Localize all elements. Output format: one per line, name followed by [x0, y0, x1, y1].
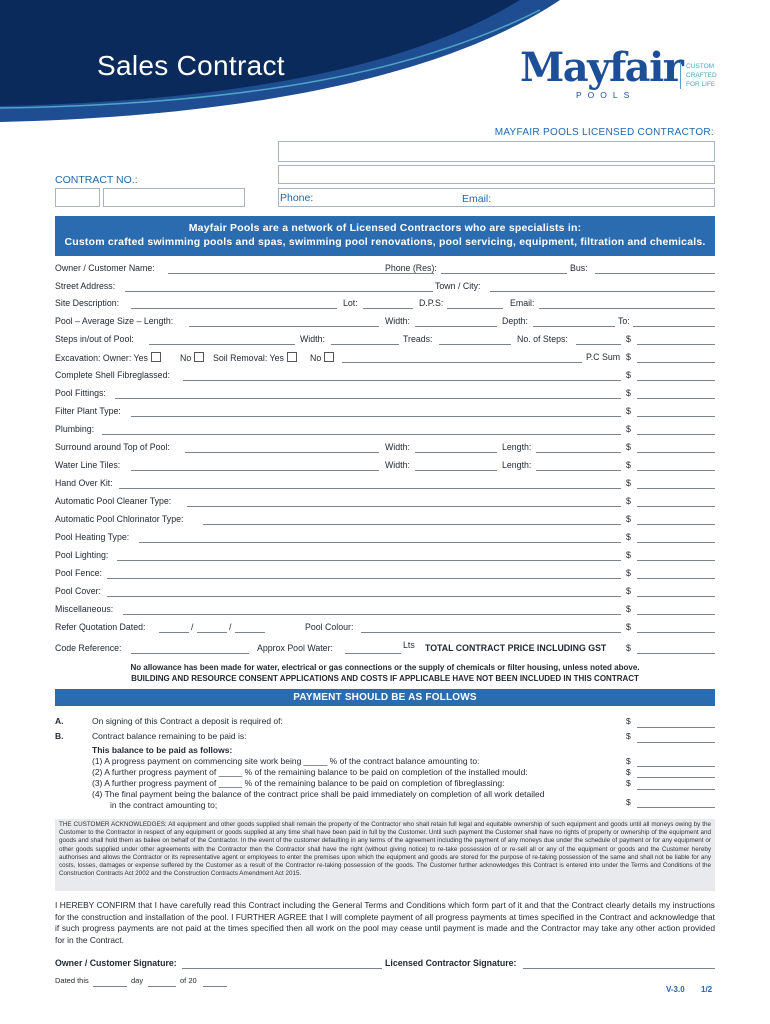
day-label: day	[131, 976, 144, 985]
town-input[interactable]	[490, 291, 715, 292]
cover-label: Pool Cover:	[55, 586, 101, 596]
email-label: Email:	[462, 193, 492, 205]
site-input[interactable]	[131, 308, 337, 309]
soil-no-text: No	[310, 353, 322, 363]
colour-price-input[interactable]	[637, 632, 715, 633]
plumbing-input[interactable]	[102, 434, 621, 435]
excavation-no-checkbox[interactable]	[194, 352, 204, 362]
surround-width-input[interactable]	[415, 452, 497, 453]
dated-month-input[interactable]	[148, 986, 176, 987]
balance-title: This balance to be paid as follows:	[92, 745, 233, 755]
street-input[interactable]	[125, 291, 433, 292]
row-excavation	[55, 352, 715, 366]
row-owner	[55, 263, 715, 277]
excavation-notes-input[interactable]	[342, 362, 582, 363]
waterline-price-input[interactable]	[637, 470, 715, 471]
dollar-sign: $	[626, 514, 631, 524]
row-surround	[55, 442, 715, 456]
chlorinator-label: Automatic Pool Chlorinator Type:	[55, 514, 184, 524]
bus-input[interactable]	[595, 273, 715, 274]
dollar-sign: $	[626, 352, 631, 362]
colour-input[interactable]	[361, 632, 621, 633]
logo-subtext: POOLS	[576, 90, 636, 100]
fence-input[interactable]	[107, 578, 621, 579]
licensed-contractor-label: MAYFAIR POOLS LICENSED CONTRACTOR:	[494, 127, 714, 138]
shell-input[interactable]	[183, 380, 621, 381]
cleaner-input[interactable]	[187, 506, 621, 507]
total-price-input[interactable]	[637, 653, 715, 654]
payment-a-text: On signing of this Contract a deposit is required of:	[92, 716, 283, 726]
filter-label: Filter Plant Type:	[55, 406, 121, 416]
steps-price-input[interactable]	[637, 344, 715, 345]
soil-label	[213, 352, 297, 363]
dollar-sign: $	[626, 568, 631, 578]
heating-input[interactable]	[139, 542, 621, 543]
width-label: Width:	[385, 316, 410, 326]
water-input[interactable]	[345, 653, 401, 654]
soil-no-checkbox[interactable]	[324, 352, 334, 362]
payment-2-input[interactable]	[637, 777, 715, 778]
page-title: Sales Contract	[97, 50, 285, 81]
misc-label: Miscellaneous:	[55, 604, 114, 614]
dollar-sign: $	[626, 424, 631, 434]
dollar-sign: $	[626, 388, 631, 398]
steps-input[interactable]	[149, 344, 295, 345]
dollar-sign: $	[626, 778, 631, 788]
handover-price-input[interactable]	[637, 488, 715, 489]
row-chlorinator	[55, 514, 715, 528]
dollar-sign: $	[626, 532, 631, 542]
dated-label: Dated this	[55, 976, 89, 985]
no-steps-label: No. of Steps:	[517, 334, 568, 344]
row-site	[55, 298, 715, 312]
dollar-sign: $	[626, 767, 631, 777]
contractor-address-field[interactable]	[278, 165, 715, 184]
surround-input[interactable]	[185, 452, 379, 453]
fittings-label: Pool Fittings:	[55, 388, 106, 398]
excavation-no-label	[180, 352, 204, 363]
quotation-label: Refer Quotation Dated:	[55, 622, 146, 632]
owner-signature-input[interactable]	[182, 968, 382, 969]
owner-signature-label: Owner / Customer Signature:	[55, 958, 177, 968]
deposit-input[interactable]	[637, 727, 715, 728]
lot-label: Lot:	[343, 298, 358, 308]
shell-label: Complete Shell Fibreglassed:	[55, 370, 170, 380]
dollar-sign: $	[626, 370, 631, 380]
payment-b-letter: B.	[55, 731, 64, 741]
misc-price-input[interactable]	[637, 614, 715, 615]
fittings-price-input[interactable]	[637, 398, 715, 399]
tagline-line: FOR LIFE	[686, 81, 716, 88]
dollar-sign: $	[626, 586, 631, 596]
customer-acknowledgement: THE CUSTOMER ACKNOWLEDGES: All equipment and other goods supplied shall remain the property of the Contractor who shall retain full legal and equitable ownership of such equipment and goods until all moneys owing by the Customer to the Contractor in respect of any equipment or goods supplied at any time shall have been paid in full by the Customer. Until such payment the Customer shall have no rights of property or ownership of the equipment and goods and shall hold them as bailee on behalf of the Contractor. In the event of the customer defaulting in any terms of the agreement including the payment of any moneys due under the schedule of payment or for any equipment or other goods supplied under other agreements with the Contractor then the Contractor shall have the right (without giving notice) to re-take possession of or re-sell all or any of the equipment or goods and the Customer hereby authorises and allows the Contractor or its representative agent or employees to enter the premises upon which the equipment and goods are stored for the purpose of re-taking possession of the same and shall not be liable for any costs, losses, damages or expense suffered by the Customer as a result of the Contractor re-taking possession of the goods. The Customer further acknowledges this Contract is entered into under the Terms and Conditions of the Construction Contracts Act 2002 and the Construction Contracts Amendment Act 2015.	[55, 819, 715, 891]
pool-depth-input[interactable]	[533, 326, 615, 327]
banner-line-2: Custom crafted swimming pools and spas, swimming pool renovations, pool servicing, equipment, filtration and chemicals.	[64, 236, 706, 248]
bus-label: Bus:	[570, 263, 588, 273]
pool-length-input[interactable]	[189, 326, 379, 327]
owner-label: Owner / Customer Name:	[55, 263, 155, 273]
payment-heading: PAYMENT SHOULD BE AS FOLLOWS	[55, 689, 715, 706]
steps-width-input[interactable]	[331, 344, 399, 345]
row-street	[55, 281, 715, 295]
steps-width-label: Width:	[300, 334, 325, 344]
row-filter	[55, 406, 715, 420]
shell-price-input[interactable]	[637, 380, 715, 381]
dollar-sign: $	[626, 460, 631, 470]
row-dated	[55, 976, 715, 990]
site-label: Site Description:	[55, 298, 120, 308]
fittings-input[interactable]	[115, 398, 621, 399]
cleaner-price-input[interactable]	[637, 506, 715, 507]
waterline-width-label: Width:	[385, 460, 410, 470]
misc-input[interactable]	[123, 614, 621, 615]
surround-label: Surround around Top of Pool:	[55, 442, 170, 452]
contractor-signature-input[interactable]	[523, 968, 715, 969]
water-label: Approx Pool Water:	[257, 643, 333, 653]
excavation-yes-label: Excavation: Owner: Yes	[55, 353, 148, 363]
dollar-sign: $	[626, 731, 631, 741]
dollar-sign: $	[626, 550, 631, 560]
plumbing-price-input[interactable]	[637, 434, 715, 435]
lighting-input[interactable]	[117, 560, 621, 561]
row-cover	[55, 586, 715, 600]
row-plumbing	[55, 424, 715, 438]
payment-b-text: Contract balance remaining to be paid is:	[92, 731, 247, 741]
dollar-sign: $	[626, 604, 631, 614]
phone-input[interactable]	[318, 191, 460, 205]
pool-depth-to-input[interactable]	[633, 326, 715, 327]
excavation-yes-checkbox[interactable]	[151, 352, 161, 362]
colour-label: Pool Colour:	[305, 622, 354, 632]
contractor-name-field[interactable]	[278, 141, 715, 162]
contract-no-label: CONTRACT NO.:	[55, 174, 138, 186]
row-misc	[55, 604, 715, 618]
dps-input[interactable]	[447, 308, 503, 309]
dps-label: D.P.S:	[419, 298, 444, 308]
row-pool-size	[55, 316, 715, 330]
balance-input[interactable]	[637, 742, 715, 743]
dollar-sign: $	[626, 797, 631, 807]
town-label: Town / City:	[435, 281, 481, 291]
dollar-sign: $	[626, 442, 631, 452]
filter-price-input[interactable]	[637, 416, 715, 417]
to-label: To:	[618, 316, 630, 326]
dollar-sign: $	[626, 716, 631, 726]
dollar-sign: $	[626, 756, 631, 766]
owner-input[interactable]	[168, 273, 434, 274]
fence-label: Pool Fence:	[55, 568, 102, 578]
tagline-line: CUSTOM	[686, 63, 715, 70]
of20-label: of 20	[180, 976, 197, 985]
steps-label: Steps in/out of Pool:	[55, 334, 134, 344]
street-label: Street Address:	[55, 281, 116, 291]
row-fittings	[55, 388, 715, 402]
version-label: V-3.0	[666, 985, 685, 994]
dollar-sign: $	[626, 406, 631, 416]
phone-label: Phone:	[280, 192, 314, 204]
excavation-no-text: No	[180, 353, 192, 363]
surround-price-input[interactable]	[637, 452, 715, 453]
row-waterline	[55, 460, 715, 474]
cover-price-input[interactable]	[637, 596, 715, 597]
dated-day-input[interactable]	[93, 986, 127, 987]
surround-length-label: Length:	[502, 442, 532, 452]
payment-item-3: (3) A further progress payment of _____ % of the remaining balance to be paid on completion of fibreglassing:	[92, 778, 505, 788]
filter-input[interactable]	[131, 416, 621, 417]
payment-4-input[interactable]	[637, 807, 715, 808]
payment-3-input[interactable]	[637, 789, 715, 790]
logo-wordmark: Mayfair	[520, 44, 683, 91]
quote-year-input[interactable]	[235, 632, 265, 633]
row-quotation	[55, 622, 715, 636]
date-slash: /	[191, 622, 194, 632]
contract-no-field[interactable]	[55, 188, 100, 207]
no-steps-input[interactable]	[576, 344, 621, 345]
waterline-length-label: Length:	[502, 460, 532, 470]
page-number: 1/2	[701, 985, 713, 994]
dollar-sign: $	[626, 478, 631, 488]
code-input[interactable]	[131, 653, 249, 654]
dollar-sign: $	[626, 643, 631, 653]
date-slash: /	[229, 622, 232, 632]
plumbing-label: Plumbing:	[55, 424, 95, 434]
payment-a-letter: A.	[55, 716, 64, 726]
cover-input[interactable]	[107, 596, 621, 597]
mayfair-logo	[520, 44, 683, 104]
row-shell	[55, 370, 715, 384]
handover-input[interactable]	[119, 488, 621, 489]
cleaner-label: Automatic Pool Cleaner Type:	[55, 496, 172, 506]
lts-label: Lts	[403, 640, 415, 650]
chlorinator-price-input[interactable]	[637, 524, 715, 525]
dated-year-input[interactable]	[203, 986, 227, 987]
row-code	[55, 640, 715, 657]
lighting-label: Pool Lighting:	[55, 550, 109, 560]
payment-item-1: (1) A progress payment on commencing site work being _____ % of the contract balance amounting to:	[92, 756, 480, 766]
row-lighting	[55, 550, 715, 564]
row-heating	[55, 532, 715, 546]
lighting-price-input[interactable]	[637, 560, 715, 561]
payment-item-4-cont: in the contract amounting to;	[110, 800, 218, 810]
email-field-label: Email:	[510, 298, 535, 308]
excavation-label	[55, 352, 161, 363]
row-cleaner	[55, 496, 715, 510]
excavation-price-input[interactable]	[637, 362, 715, 363]
pc-sum-label: P.C Sum	[586, 352, 621, 362]
dollar-sign: $	[626, 622, 631, 632]
email-input[interactable]	[539, 308, 715, 309]
row-fence	[55, 568, 715, 582]
pool-size-label: Pool – Average Size – Length:	[55, 316, 174, 326]
waterline-label: Water Line Tiles:	[55, 460, 121, 470]
payment-item-2: (2) A further progress payment of _____ % of the remaining balance to be paid on completion of the installed mould:	[92, 767, 528, 777]
dollar-sign: $	[626, 334, 631, 344]
waterline-width-input[interactable]	[415, 470, 497, 471]
row-steps	[55, 334, 715, 348]
info-banner	[55, 216, 715, 256]
chlorinator-input[interactable]	[203, 524, 621, 525]
lot-input[interactable]	[363, 308, 413, 309]
heating-price-input[interactable]	[637, 542, 715, 543]
pool-width-input[interactable]	[415, 326, 497, 327]
soil-no-label	[310, 352, 334, 363]
row-handover	[55, 478, 715, 492]
tagline-line: CRAFTED	[686, 72, 717, 79]
code-label: Code Reference:	[55, 643, 122, 653]
heating-label: Pool Heating Type:	[55, 532, 130, 542]
contract-no-field-2[interactable]	[103, 188, 245, 207]
tagline	[680, 62, 740, 89]
quote-day-input[interactable]	[159, 632, 189, 633]
surround-width-label: Width:	[385, 442, 410, 452]
treads-input[interactable]	[439, 344, 511, 345]
row-signatures	[55, 958, 715, 972]
depth-label: Depth:	[502, 316, 528, 326]
waterline-length-input[interactable]	[536, 470, 621, 471]
fence-price-input[interactable]	[637, 578, 715, 579]
confirmation-text: I HEREBY CONFIRM that I have carefully read this Contract including the General Terms and Conditions which form part of it and that the Contract clearly details my instructions for the construction and installation of the pool. I FURTHER AGREE that I will complete payment of all progress payments at times specified in the Contract and acknowledge that if such progress payments are not paid at the times specified then all work on the pool may cease until payment is made and the Contractor may take any other action provided for in the Contract.	[55, 900, 715, 945]
consent-note: BUILDING AND RESOURCE CONSENT APPLICATIONS AND COSTS IF APPLICABLE HAVE NOT BEEN INCLUDED IN THIS CONTRACT	[131, 674, 639, 683]
allowance-note: No allowance has been made for water, electrical or gas connections or the supply of chemicals or filter housing, unless noted above.	[130, 663, 640, 672]
surround-length-input[interactable]	[536, 452, 621, 453]
payment-item-4: (4) The final payment being the balance of the contract price shall be paid immediately on completion of all work detailed	[92, 789, 545, 799]
phone-res-label: Phone (Res):	[385, 263, 437, 273]
banner-line-1: Mayfair Pools are a network of Licensed Contractors who are specialists in:	[188, 222, 582, 234]
soil-yes-text: Soil Removal: Yes	[213, 353, 284, 363]
quote-month-input[interactable]	[197, 632, 227, 633]
soil-yes-checkbox[interactable]	[287, 352, 297, 362]
phone-res-input[interactable]	[441, 273, 567, 274]
total-label: TOTAL CONTRACT PRICE INCLUDING GST	[425, 643, 607, 653]
handover-label: Hand Over Kit:	[55, 478, 113, 488]
contractor-signature-label: Licensed Contractor Signature:	[385, 958, 517, 968]
dollar-sign: $	[626, 496, 631, 506]
payment-1-input[interactable]	[637, 766, 715, 767]
waterline-input[interactable]	[131, 470, 379, 471]
treads-label: Treads:	[403, 334, 433, 344]
